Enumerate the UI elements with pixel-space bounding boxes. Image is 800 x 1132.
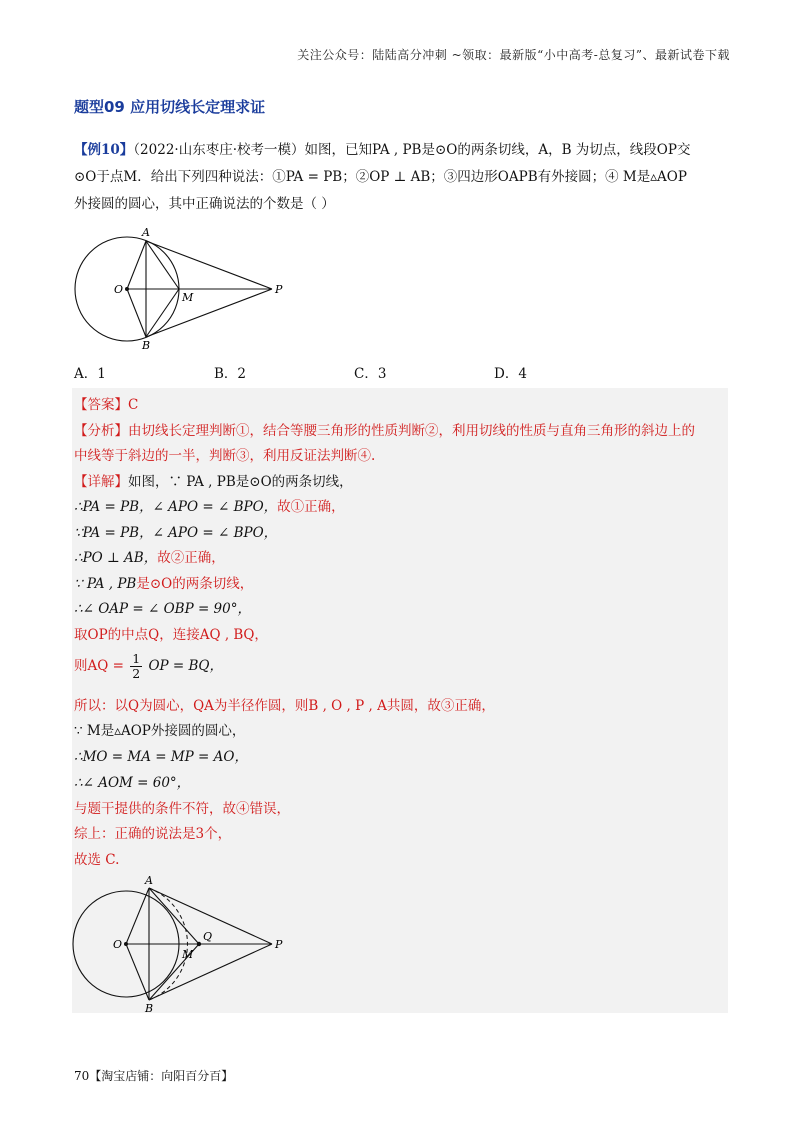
step-10: ∵ M是▵AOP外接圆的圆心，	[74, 723, 246, 739]
options	[74, 362, 634, 382]
section-title: 题型09 应用切线长定理求证	[74, 98, 266, 116]
question-line-3: 外接圆的圆心，其中正确说法的个数是（ ）	[74, 196, 335, 212]
segment-ob	[127, 289, 146, 337]
example-tag: 【例10】	[74, 142, 134, 158]
step-12: ∴∠ AOM = 60°，	[74, 775, 191, 791]
analysis-line-1: 【分析】由切线长定理判断①，结合等腰三角形的性质判断②，利用切线的性质与直角三角形的斜边上的	[74, 423, 695, 439]
label-m: M	[182, 291, 194, 304]
step-15: 故选 C.	[74, 852, 120, 868]
step-3: ∵PA = PB，∠ APO = ∠ BPO，	[74, 525, 278, 541]
point-o	[124, 942, 128, 946]
label-o: O	[113, 938, 123, 951]
label-b: B	[142, 339, 151, 352]
step-11: ∴MO = MA = MP = AO，	[74, 749, 248, 765]
fraction-half: $\frac{1}{2}$	[132, 651, 141, 681]
step-13: 与题干提供的条件不符，故④错误，	[74, 801, 290, 817]
page-number: 70	[74, 1069, 90, 1083]
page-header: 关注公众号：陆陆高分冲刺 ~领取：最新版“小中高考-总复习”、最新试卷下载	[297, 48, 730, 62]
segment-pa	[146, 241, 272, 289]
geometry-figure-2	[64, 874, 294, 1014]
detail-line-1: 【详解】如图，∵ PA , PB是⊙O的两条切线，	[74, 474, 353, 490]
step-4: ∴PO ⊥ AB，故②正确，	[74, 550, 225, 566]
option-b[interactable]: B．2	[214, 366, 247, 382]
step-7: 取OP的中点Q，连接AQ , BQ，	[74, 627, 268, 643]
segment-oa	[127, 241, 146, 289]
question	[74, 137, 734, 218]
question-line-1: 【例10】（2022·山东枣庄·校考一模）如图，已知PA , PB是⊙O的两条切线，A，B 为切点，线段OP交	[74, 142, 691, 158]
step-6: ∴∠ OAP = ∠ OBP = 90°，	[74, 601, 251, 617]
segment-oa	[126, 888, 149, 944]
step-14: 综上：正确的说法是3个，	[74, 826, 232, 842]
label-p: P	[275, 938, 283, 951]
question-line-2: ⊙O于点M．给出下列四种说法：①PA = PB；②OP ⊥ AB；③四边形OAPB有外接圆；④ M是▵AOP	[74, 169, 687, 185]
label-a: A	[142, 226, 150, 239]
point-q	[197, 942, 201, 946]
label-a: A	[145, 874, 153, 887]
segment-aq	[149, 888, 199, 944]
segment-pb	[146, 289, 272, 337]
step-5: ∵ PA , PB是⊙O的两条切线，	[74, 576, 254, 592]
label-p: P	[275, 283, 283, 296]
label-q: Q	[203, 930, 213, 943]
segment-bm	[146, 289, 179, 337]
segment-pb	[149, 944, 272, 1000]
segment-ob	[126, 944, 149, 1000]
footer-shop: 【淘宝店铺：向阳百分百】	[89, 1069, 234, 1083]
point-o	[125, 287, 129, 291]
step-9: 所以：以Q为圆心，QA为半径作圆，则B , O , P , A共圆，故③正确，	[74, 698, 495, 714]
analysis-line-2: 中线等于斜边的一半，判断③，利用反证法判断④.	[74, 448, 376, 464]
footer	[74, 1067, 233, 1084]
option-a[interactable]: A．1	[74, 366, 106, 382]
label-m: M	[182, 948, 194, 961]
answer-line: 【答案】C	[74, 397, 139, 413]
label-o: O	[114, 283, 124, 296]
segment-am	[146, 241, 179, 289]
geometry-figure-1	[64, 222, 294, 352]
step-2: ∴PA = PB，∠ APO = ∠ BPO，故①正确，	[74, 499, 345, 515]
option-c[interactable]: C．3	[354, 366, 387, 382]
step-8: 则AQ = $\frac{1}{2}$ OP = BQ，	[74, 651, 224, 681]
label-b: B	[145, 1002, 154, 1014]
option-d[interactable]: D．4	[494, 366, 527, 382]
